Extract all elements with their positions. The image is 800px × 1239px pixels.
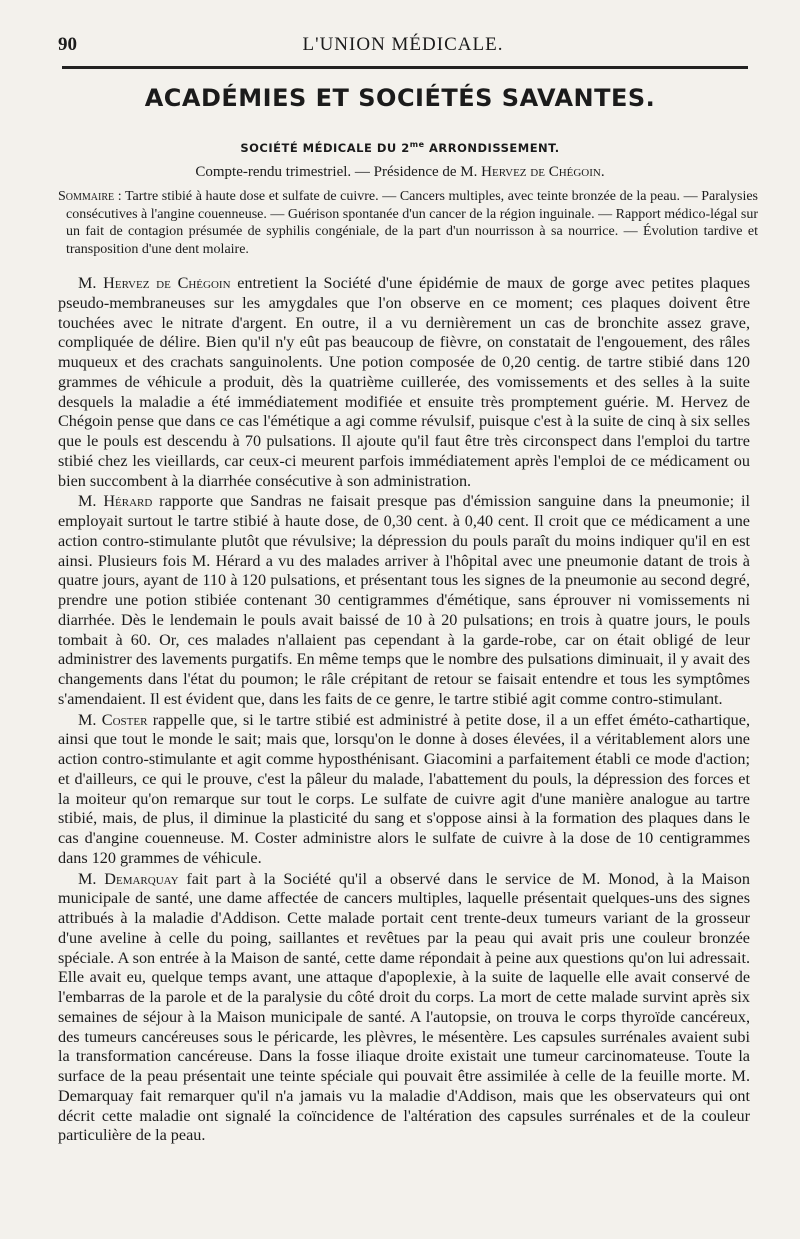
summary-block <box>58 188 758 258</box>
report-subtitle: Compte-rendu trimestriel. — Présidence de M. Hervez de Chégoin. <box>195 164 605 180</box>
paragraph <box>58 274 750 491</box>
paragraph <box>58 870 750 1147</box>
running-header <box>58 28 748 62</box>
page-number: 90 <box>58 34 77 55</box>
paragraph-text: rappelle que, si le tartre stibié est administré à petite dose, il a un effet éméto-cathartique, ainsi que tout le monde le sait; mais que, lorsqu'on le donne à doses élevées, il a véritablement alors une action contro-stimulante et agit comme hyposthénisant. Giacomini a parfaitement établi ce mode d'action; et d'ailleurs, ce qui le prouve, c'est la pâleur du malade, l'abattement du pouls, la dépression des forces et la moiteur qu'on remarque sur tout le corps. Le sulfate de cuivre agit d'une manière analogue au tartre stibié, mais, de plus, il diminue la plasticité du sang et s'oppose ainsi à la formation des plaques dans le cas d'angine couenneuse. M. Coster administre alors le sulfate de cuivre à la dose de 10 centigrammes dans 120 grammes de véhicule. <box>58 710 750 867</box>
summary-text: Tartre stibié à haute dose et sulfate de cuivre. — Cancers multiples, avec teinte bronzée de la peau. — Paralysies consécutives à l'angine couenneuse. — Guérison spontanée d'un cancer de la région inguinale. — Rapport médico-légal sur un fait de contagion présumée de syphilis congéniale, de la part d'un nourrisson à sa nourrice. — Évolution tardive et transposition d'une dent molaire. <box>66 189 759 257</box>
society-heading: SOCIÉTÉ MÉDICALE DU $2^{me}$ ARRONDISSEMENT. <box>240 140 560 155</box>
paragraph-text: fait part à la Société qu'il a observé dans le service de M. Monod, à la Maison municipale de santé, une dame affectée de cancers multiples, laquelle présentait quelques-uns des signes attribués à la maladie d'Addison. Cette malade portait cent trente-deux tumeurs variant de la grosseur d'une aveline à celle du poing, saillantes et revêtues par la peau qui avait pris une couleur bronzée spéciale. A son entrée à la Maison de santé, cette dame répondait à peine aux questions qu'on lui adressait. Elle avait eu, quelque temps avant, une attaque d'apoplexie, à la suite de laquelle elle avait conservé de l'embarras de la parole et de la paralysie du côté droit du corps. La mort de cette malade survint après six semaines de séjour à la Maison municipale de santé. A l'autopsie, on trouva le corps thyroïde cancéreux, des tumeurs cancéreuses sous le péricarde, les plèvres, le mésentère. Les capsules surrénales avaient subi la transformation cancéreuse. Dans la fosse iliaque droite existait une tumeur carcinomateuse. Toute la surface de la peau présentait une teinte spéciale qui pouvait être assimilée à celle de la feuille morte. M. Demarquay fait remarquer qu'il n'a jamais vu la maladie d'Addison, mais que les observateurs qui ont décrit cette maladie ont signalé la coïncidence de l'altération des capsules surrénales et de la couleur particulière de la peau. <box>58 869 750 1145</box>
paragraph-text: rapporte que Sandras ne faisait presque pas d'émission sanguine dans la pneumonie; il employait surtout le tartre stibié à haute dose, de 0,30 cent. à 0,40 cent. Il croit que ce médicament a une action contro-stimulante plutôt que révulsive; la dépression du pouls paraît du moins indiquer qu'il en est ainsi. Plusieurs fois M. Hérard a vu des malades arriver à l'hôpital avec une pneumonie datant de trois à quatre jours, ayant de 110 à 120 pulsations, et présentant tous les signes de la pneumonie au second degré, prendre une potion stibiée contenant 30 centigrammes d'émétique, sans éprouver ni vomissements ni diarrhée. Dès le lendemain le pouls avait baissé de 10 à 20 pulsations; en trois à quatre jours, le pouls tombait à 60. Or, ces malades n'allaient pas cependant à la garde-robe, car on était obligé de leur administrer des lavements purgatifs. En même temps que le nombre des pulsations diminuait, il y avait des changements dans l'état du poumon; le râle crépitant de retour se faisait entendre et tous les symptômes s'amendaient. Il est évident que, dans les faits de ce genre, le tartre stibié agit comme contro-stimulant. <box>58 492 750 708</box>
speaker-name: M. Coster <box>78 710 148 729</box>
header-rule <box>62 66 748 69</box>
paragraph <box>58 492 750 709</box>
summary-label: Sommaire : <box>58 189 122 204</box>
speaker-name: M. Hérard <box>78 492 153 511</box>
paragraph <box>58 711 750 869</box>
speaker-name: M. Demarquay <box>78 869 179 888</box>
speaker-name: M. Hervez de Chégoin <box>78 274 231 292</box>
running-title: L'UNION MÉDICALE. <box>302 34 504 55</box>
paragraph-text: entretient la Société d'une épidémie de maux de gorge avec petites plaques pseudo-membraneuses sur les amygdales que l'on observe en ce moment; ces plaques doivent être touchées avec le nitrate d'argent. En outre, il a vu dernièrement un cas de bronchite assez grave, compliquée de délire. Bien qu'il n'y eût pas beaucoup de fièvre, on constatait de l'engouement, des râles muqueux et des crachats sanguinolents. Une potion composée de 0,20 centig. de tartre stibié dans 120 grammes de véhicule a produit, dès la quatrième cuillerée, des vomissements et des selles à la suite desquels la maladie a été immédiatement modifiée et ensuite très promptement guérie. M. Hervez de Chégoin pense que dans ce cas l'émétique a agi comme révulsif, puisque c'est à la suite de cinq à six selles que le pouls est descendu à 70 pulsations. Il ajoute qu'il faut être très circonspect dans l'emploi du tartre stibié chez les vieillards, car ceux-ci meurent parfois immédiatement après l'emploi de ce médicament ou bien succombent à la diarrhée consécutive à son administration. <box>58 274 750 490</box>
section-title: ACADÉMIES ET SOCIÉTÉS SAVANTES. <box>144 84 656 112</box>
president-name: Hervez de Chégoin. <box>481 164 605 180</box>
article-body <box>58 274 750 1147</box>
